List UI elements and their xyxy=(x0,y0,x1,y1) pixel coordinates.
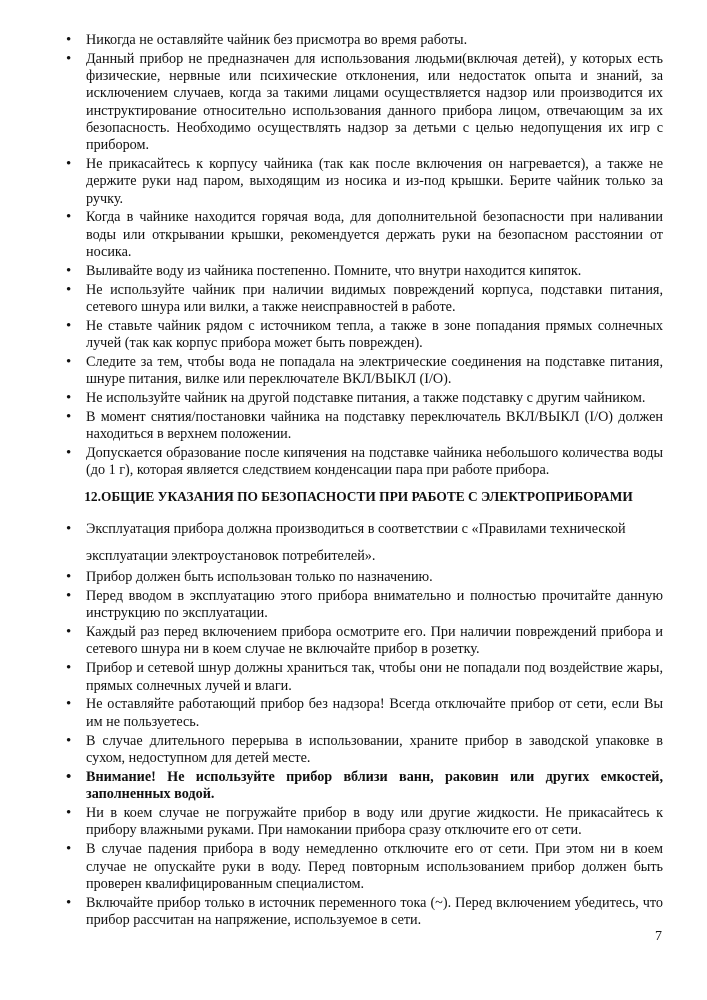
list-item: • В случае длительного перерыва в использовании, храните прибор в заводской упаковке в сухом, недоступном для детей месте. xyxy=(54,733,707,768)
safety-list-general-first xyxy=(54,516,707,570)
list-item: • Прибор должен быть использован только по назначению. xyxy=(54,569,707,586)
list-item: • Каждый раз перед включением прибора осмотрите его. При наличии повреждений прибора и сетевого шнура ни в коем случае не включайте прибор в розетку. xyxy=(54,624,707,659)
list-item: • Никогда не оставляйте чайник без присмотра во время работы. xyxy=(54,32,707,49)
list-item: • Перед вводом в эксплуатацию этого прибора внимательно и полностью прочитайте данную инструкцию по эксплуатации. xyxy=(54,588,707,623)
list-item: • Эксплуатация прибора должна производиться в соответствии с «Правилами технической эксплуатации электроустановок потребителей». xyxy=(54,516,707,570)
list-item: • Не прикасайтесь к корпусу чайника (так как после включения он нагревается), а также не держите руки над паром, выходящим из носика и из-под крышки. Берите чайник только за ручку. xyxy=(54,156,707,208)
list-item: • Следите за тем, чтобы вода не попадала на электрические соединения на подставке питания, шнуре питания, вилке или переключателе ВКЛ/ВЫКЛ (I/O). xyxy=(54,354,707,389)
list-item: • В случае падения прибора в воду немедленно отключите его от сети. При этом ни в коем случае не опускайте руки в воду. Перед повторным использованием прибор должен быть проверен квалифицированным специалистом. xyxy=(54,841,707,893)
warning-list-item: • Внимание! Не используйте прибор вблизи ванн, раковин или других емкостей, заполненных водой. xyxy=(54,769,707,804)
list-item: • Не используйте чайник на другой подставке питания, а также подставку с другим чайником. xyxy=(54,390,707,407)
list-item: • Допускается образование после кипячения на подставке чайника небольшого количества воды (до 1 г), которая является следствием конденсации пара при работе прибора. xyxy=(54,445,707,480)
page-number: 7 xyxy=(655,929,662,944)
list-item: • В момент снятия/постановки чайника на подставку переключатель ВКЛ/ВЫКЛ (I/O) должен находиться в верхнем положении. xyxy=(54,409,707,444)
safety-list-kettle xyxy=(54,32,707,481)
list-item: • Прибор и сетевой шнур должны храниться так, чтобы они не попадали под воздействие жары, прямых солнечных лучей и влаги. xyxy=(54,660,707,695)
list-item: • Не оставляйте работающий прибор без надзора! Всегда отключайте прибор от сети, если Вы им не пользуетесь. xyxy=(54,696,707,731)
list-item: • Выливайте воду из чайника постепенно. Помните, что внутри находится кипяток. xyxy=(54,263,707,280)
list-item: • Включайте прибор только в источник переменного тока (~). Перед включением убедитесь, что прибор рассчитан на напряжение, используемое в сети. xyxy=(54,895,707,930)
safety-list-general xyxy=(54,569,707,931)
list-item: • Когда в чайнике находится горячая вода, для дополнительной безопасности при наливании воды или открывании крышки, рекомендуется держать руки на безопасном расстоянии от носика. xyxy=(54,209,707,261)
list-item: • Ни в коем случае не погружайте прибор в воду или другие жидкости. Не прикасайтесь к прибору влажными руками. При намокании прибора сразу отключите его от сети. xyxy=(54,805,707,840)
section-heading: 12.ОБЩИЕ УКАЗАНИЯ ПО БЕЗОПАСНОСТИ ПРИ РАБОТЕ С ЭЛЕКТРОПРИБОРАМИ xyxy=(84,489,633,504)
list-item: • Не ставьте чайник рядом с источником тепла, а также в зоне попадания прямых солнечных лучей (так как корпус прибора может быть поврежден). xyxy=(54,318,707,353)
list-item: • Не используйте чайник при наличии видимых повреждений корпуса, подставки питания, сетевого шнура или вилки, а также неисправностей в работе. xyxy=(54,282,707,317)
list-item: • Данный прибор не предназначен для использования людьми(включая детей), у которых есть физические, нервные или психические отклонения, или недостаток опыта и знаний, за исключением случаев, когда за такими лицами осуществляется надзор или производится их инструктирование относительно использования данного прибора лицом, отвечающим за их безопасность. Необходимо осуществлять надзор за детьми с целью недопущения их игр с прибором. xyxy=(54,51,707,155)
